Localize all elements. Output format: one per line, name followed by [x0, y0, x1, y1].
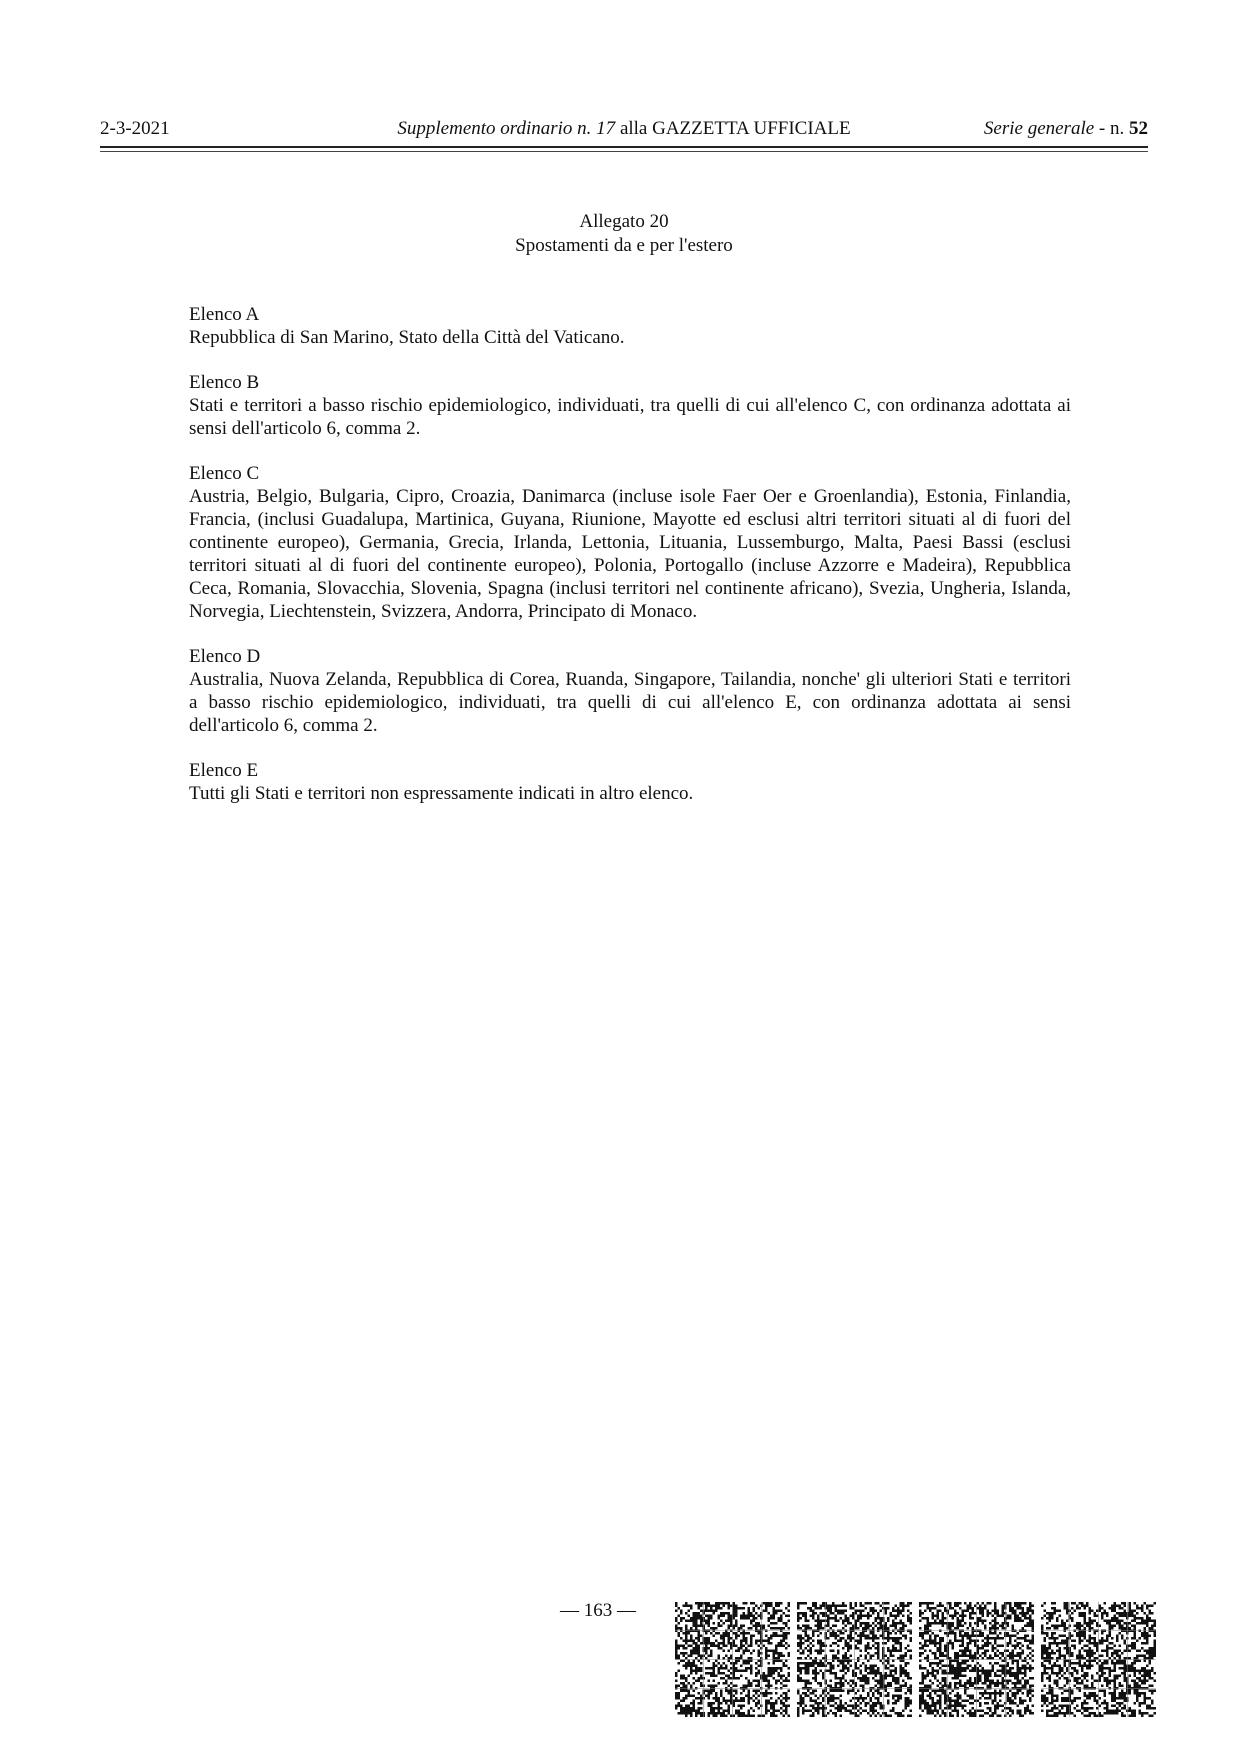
header-series — [984, 118, 1148, 140]
qr-code-icon — [797, 1602, 912, 1717]
header-supplement: Supplemento ordinario n. 17 — [397, 118, 616, 139]
qr-code-icon — [675, 1602, 790, 1717]
header-rule-thick — [100, 146, 1148, 148]
list-d — [189, 645, 1071, 737]
page-header — [100, 118, 1148, 148]
list-body: Australia, Nuova Zelanda, Repubblica di Corea, Ruanda, Singapore, Tailandia, nonche' gli ulteriori Stati e territori a basso rischio epidemiologico, individuati, tra quelli di cui all'elenco E, con ordinanza adottata ai sensi dell'articolo 6, comma 2. — [189, 669, 1071, 736]
qr-code-icon — [1041, 1602, 1156, 1717]
header-series-label: Serie generale — [983, 118, 1095, 139]
qr-code-strip — [675, 1602, 1158, 1720]
list-a — [189, 303, 1071, 349]
header-date: 2-3-2021 — [100, 118, 170, 139]
header-series-number: 52 — [1129, 118, 1148, 139]
qr-code-icon — [919, 1602, 1034, 1717]
list-body: Austria, Belgio, Bulgaria, Cipro, Croazia, Danimarca (incluse isole Faer Oer e Groenlandia), Estonia, Finlandia, Francia, (inclusi Guadalupa, Martinica, Guyana, Riunione, Mayotte ed esclusi altri territori situati al di fuori del continente europeo), Germania, Grecia, Irlanda, Lettonia, Lituania, Lussemburgo, Malta, Paesi Bassi (esclusi territori situati al di fuori del continente europeo), Polonia, Portogallo (incluse Azzorre e Madeira), Repubblica Ceca, Romania, Slovacchia, Slovenia, Spagna (inclusi territori nel continente africano), Svezia, Ungheria, Islanda, Norvegia, Liechtenstein, Svizzera, Andorra, Principato di Monaco. — [189, 486, 1071, 622]
header-rule-thin — [100, 151, 1148, 152]
list-c — [189, 462, 1071, 623]
list-body: Repubblica di San Marino, Stato della Città del Vaticano. — [189, 327, 625, 348]
list-heading: Elenco A — [189, 304, 260, 325]
annex-title: Allegato 20 — [579, 211, 669, 232]
list-heading: Elenco D — [189, 646, 261, 667]
header-series-separator: - n. — [1094, 118, 1129, 139]
annex-subtitle: Spostamenti da e per l'estero — [515, 235, 733, 256]
list-e — [189, 759, 1071, 805]
list-heading: Elenco E — [189, 760, 259, 781]
lists-content — [189, 303, 1071, 827]
header-gazette: alla GAZZETTA UFFICIALE — [615, 118, 851, 139]
list-body: Tutti gli Stati e territori non espressamente indicati in altro elenco. — [189, 783, 694, 804]
annex-heading — [100, 210, 1148, 258]
page-number: — 163 — — [560, 1600, 636, 1621]
list-b — [189, 371, 1071, 440]
list-body: Stati e territori a basso rischio epidemiologico, individuati, tra quelli di cui all'elenco C, con ordinanza adottata ai sensi dell'articolo 6, comma 2. — [189, 395, 1071, 439]
list-heading: Elenco B — [189, 372, 260, 393]
list-heading: Elenco C — [189, 463, 260, 484]
page-number-value: 163 — [583, 1600, 613, 1621]
